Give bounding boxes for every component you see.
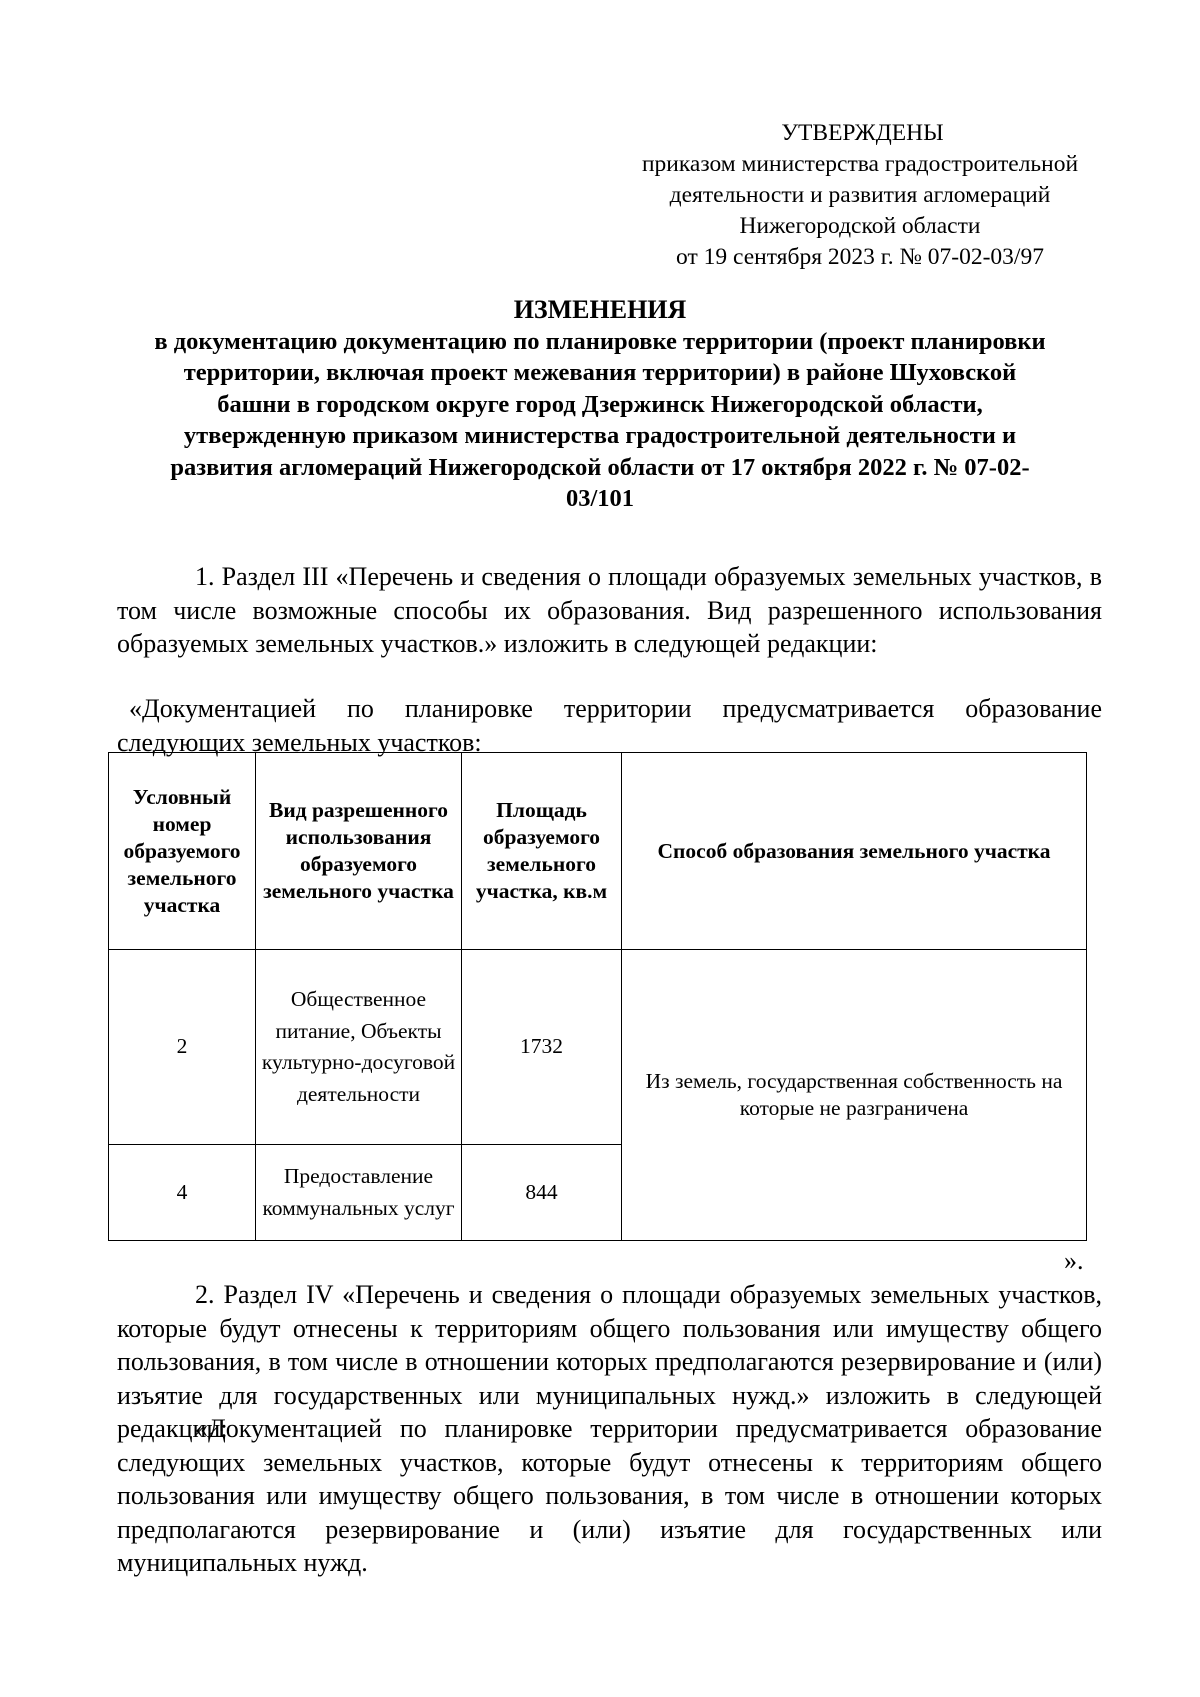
- cell-permitted-use: Общественное питание, Объекты культурно-досуговой деятельности: [256, 950, 462, 1145]
- cell-plot-number: 4: [109, 1145, 256, 1241]
- approval-line: приказом министерства градостроительной: [641, 151, 1079, 177]
- paragraph-section-3: 1. Раздел III «Перечень и сведения о площади образуемых земельных участков, в том числе возможные способы их образования. Вид разрешенного использования образуемых земельных участков.» изложить в следующей редакции:: [117, 562, 1102, 658]
- paragraph-table-intro: «Документацией по планировке территории предусматривается образование следующих земельных участков:: [117, 694, 1102, 757]
- table-row: [109, 950, 1087, 1145]
- approval-title: УТВЕРЖДЕНЫ: [781, 120, 944, 146]
- approval-block: [620, 118, 1100, 273]
- cell-area: 844: [462, 1145, 622, 1241]
- table-header-row: [109, 753, 1087, 950]
- land-plots-table: [108, 752, 1087, 1241]
- paragraph-section-4-intro: «Документацией по планировке территории предусматривается образование следующих земельных участков, которые будут отнесены к территориям общего пользования или имуществу общего пользования, в том числе в отношении которых предполагаются резервирование и (или) изъятие для государственных или муниципальных нужд.: [117, 1414, 1102, 1577]
- title-main: ИЗМЕНЕНИЯ: [513, 295, 687, 324]
- approval-line: Нижегородской области: [739, 213, 981, 239]
- cell-plot-number: 2: [109, 950, 256, 1145]
- paragraph-section-4: 2. Раздел IV «Перечень и сведения о площади образуемых земельных участков, которые будут отнесены к территориям общего пользования или имуществу общего пользования, в том числе в отношении которых предполагаются резервирование и (или) изъятие для государственных или муниципальных нужд.» изложить в следующей редакции:: [117, 1280, 1102, 1443]
- approval-line: деятельности и развития агломераций: [669, 182, 1051, 208]
- closing-quote: ».: [1064, 1246, 1084, 1275]
- cell-area: 1732: [462, 950, 622, 1145]
- header-plot-number: Условный номер образуемого земельного участка: [109, 753, 256, 950]
- approval-date: от 19 сентября 2023 г. № 07-02-03/97: [676, 244, 1044, 270]
- header-permitted-use: Вид разрешенного использования образуемого земельного участка: [256, 753, 462, 950]
- document-title: [100, 294, 1100, 515]
- cell-formation-method: Из земель, государственная собственность на которые не разграничена: [622, 950, 1087, 1241]
- header-area: Площадь образуемого земельного участка, кв.м: [462, 753, 622, 950]
- cell-permitted-use: Предоставление коммунальных услуг: [256, 1145, 462, 1241]
- title-subtitle: в документацию документацию по планировке территории (проект планировки территории, включая проект межевания территории) в районе Шуховской башни в городском округе город Дзержинск Нижегородской области, утвержденную приказом министерства градостроительной деятельности и развития агломераций Нижегородской области от 17 октября 2022 г. № 07-02-03/101: [154, 327, 1046, 512]
- header-formation-method: Способ образования земельного участка: [622, 753, 1087, 950]
